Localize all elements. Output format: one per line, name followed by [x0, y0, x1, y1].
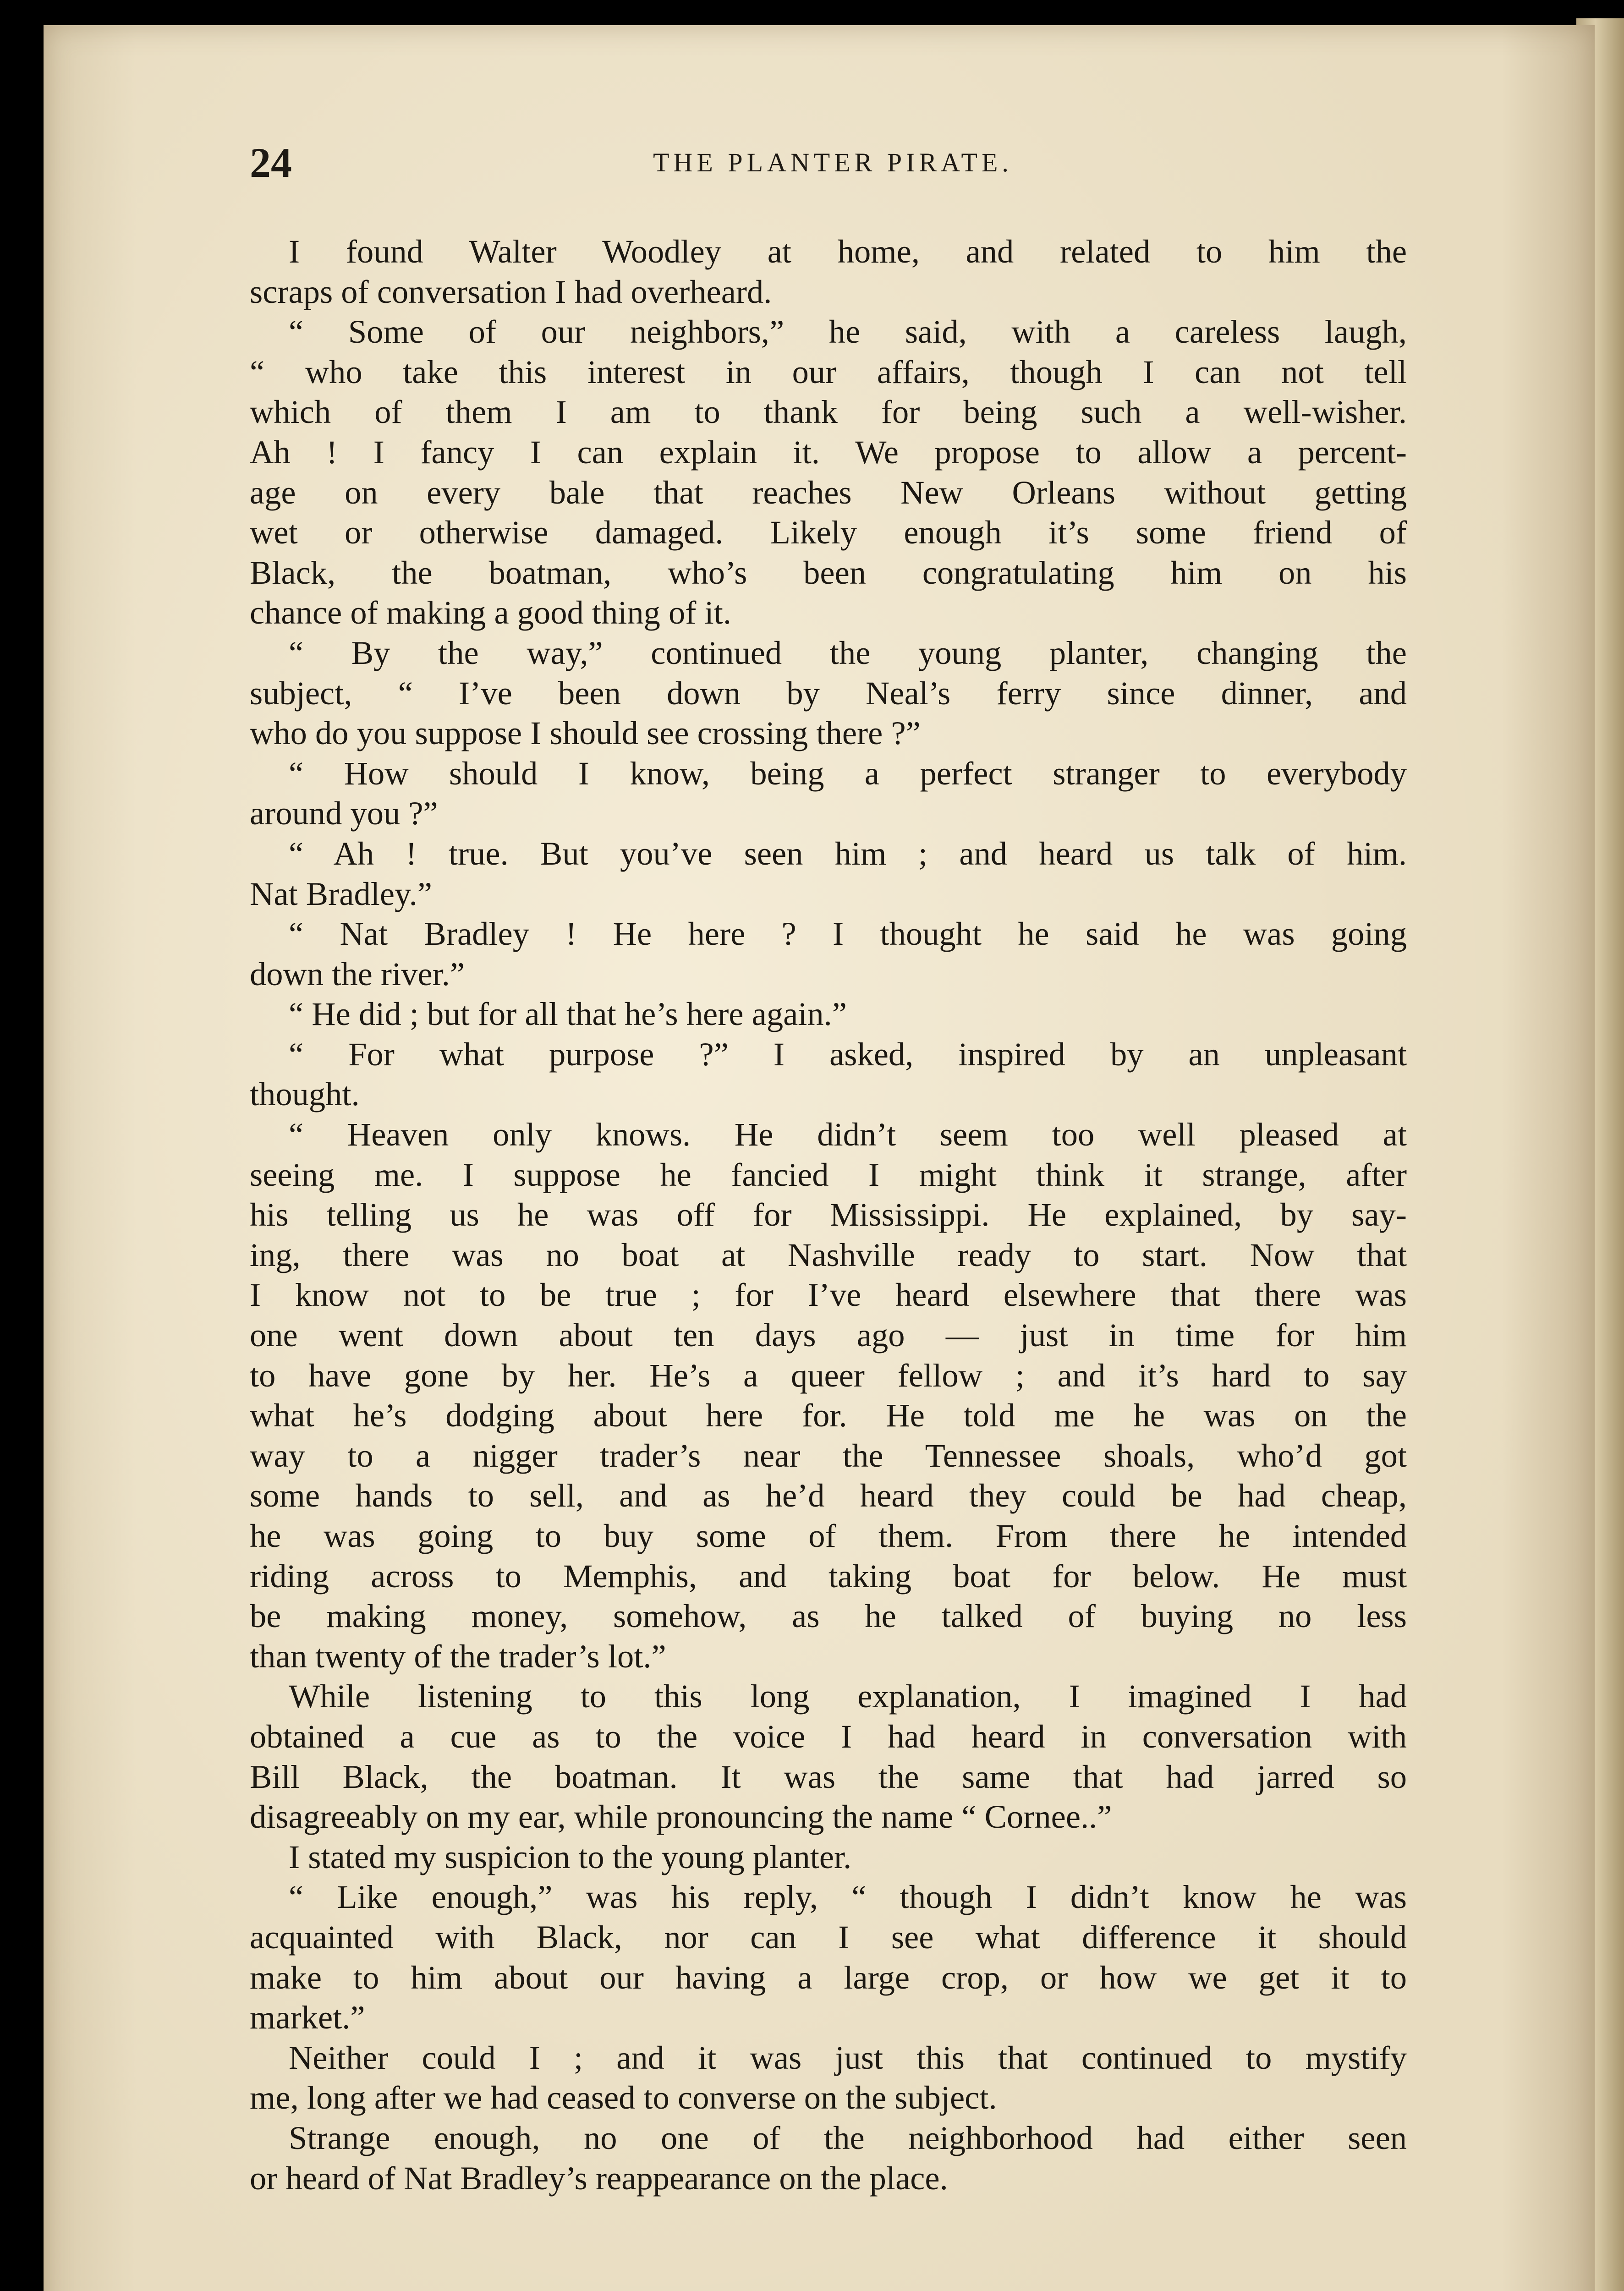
text-line: one went down about ten days ago — just in time for him — [250, 1316, 1407, 1354]
text-line: While listening to this long explanation, I imagined I had — [289, 1677, 1407, 1715]
text-line: than twenty of the trader’s lot.” — [250, 1637, 666, 1675]
body-text — [250, 231, 1407, 2198]
text-line: “ who take this interest in our affairs, though I can not tell — [250, 353, 1407, 390]
text-line: Ah ! I fancy I can explain it. We propose to allow a percent- — [250, 433, 1407, 471]
text-line: riding across to Memphis, and taking boat for below. He must — [250, 1557, 1407, 1595]
text-line: make to him about our having a large crop, or how we get it to — [250, 1958, 1407, 1996]
text-line: around you ?” — [250, 795, 438, 832]
text-line: “ He did ; but for all that he’s here again.” — [289, 995, 847, 1033]
text-line: who do you suppose I should see crossing there ?” — [250, 714, 921, 752]
text-line: down the river.” — [250, 955, 465, 992]
text-line: disagreeably on my ear, while pronouncing the name “ Cornee..” — [250, 1798, 1112, 1836]
text-line: age on every bale that reaches New Orleans without getting — [250, 473, 1407, 511]
page-number: 24 — [250, 139, 292, 186]
text-line: his telling us he was off for Mississippi. He explained, by say- — [250, 1196, 1407, 1233]
text-line: be making money, somehow, as he talked of buying no less — [250, 1597, 1407, 1635]
text-line: seeing me. I suppose he fancied I might think it strange, after — [250, 1156, 1407, 1193]
text-line: “ How should I know, being a perfect stranger to everybody — [289, 754, 1407, 792]
text-line: “ Ah ! true. But you’ve seen him ; and heard us talk of him. — [289, 834, 1407, 872]
text-line: ing, there was no boat at Nashville ready to start. Now that — [250, 1236, 1407, 1273]
text-line: “ Like enough,” was his reply, “ though I didn’t know he was — [289, 1878, 1407, 1916]
text-line: me, long after we had ceased to converse on the subject. — [250, 2079, 997, 2116]
text-line: “ Some of our neighbors,” he said, with a careless laugh, — [289, 313, 1407, 351]
text-line: obtained a cue as to the voice I had heard in conversation with — [250, 1717, 1407, 1755]
page-header — [250, 137, 1416, 188]
text-line: Strange enough, no one of the neighborhood had either seen — [289, 2119, 1407, 2156]
text-line: or heard of Nat Bradley’s reappearance on the place. — [250, 2159, 948, 2197]
text-line: he was going to buy some of them. From there he intended — [250, 1517, 1407, 1554]
text-line: way to a nigger trader’s near the Tennessee shoals, who’d got — [250, 1436, 1407, 1474]
text-line: acquainted with Black, nor can I see what difference it should — [250, 1918, 1407, 1956]
text-line: Nat Bradley.” — [250, 875, 432, 912]
text-line: Black, the boatman, who’s been congratulating him on his — [250, 554, 1407, 591]
text-line: scraps of conversation I had overheard. — [250, 273, 772, 310]
text-line: “ Heaven only knows. He didn’t seem too well pleased at — [289, 1116, 1407, 1153]
text-line: “ For what purpose ?” I asked, inspired by an unpleasant — [289, 1035, 1407, 1073]
text-line: Bill Black, the boatman. It was the same that had jarred so — [250, 1758, 1407, 1795]
running-head: THE PLANTER PIRATE. — [653, 148, 1013, 177]
text-line: “ Nat Bradley ! He here ? I thought he said he was going — [289, 915, 1407, 953]
text-line: I found Walter Woodley at home, and related to him the — [289, 233, 1407, 270]
text-line: some hands to sell, and as he’d heard they could be had cheap, — [250, 1477, 1407, 1514]
text-line: which of them I am to thank for being such a well-wisher. — [250, 393, 1407, 431]
text-line: wet or otherwise damaged. Likely enough it’s some friend of — [250, 514, 1407, 551]
text-line: Neither could I ; and it was just this that continued to mystify — [289, 2039, 1407, 2076]
text-line: I know not to be true ; for I’ve heard elsewhere that there was — [250, 1276, 1407, 1314]
text-line: to have gone by her. He’s a queer fellow ; and it’s hard to say — [250, 1356, 1407, 1394]
text-line: what he’s dodging about here for. He told me he was on the — [250, 1397, 1407, 1434]
text-line: market.” — [250, 1999, 365, 2036]
text-line: I stated my suspicion to the young planter. — [289, 1838, 852, 1875]
text-line: subject, “ I’ve been down by Neal’s ferry since dinner, and — [250, 674, 1407, 712]
text-line: “ By the way,” continued the young planter, changing the — [289, 634, 1407, 671]
text-line: chance of making a good thing of it. — [250, 594, 731, 631]
text-line: thought. — [250, 1075, 360, 1113]
